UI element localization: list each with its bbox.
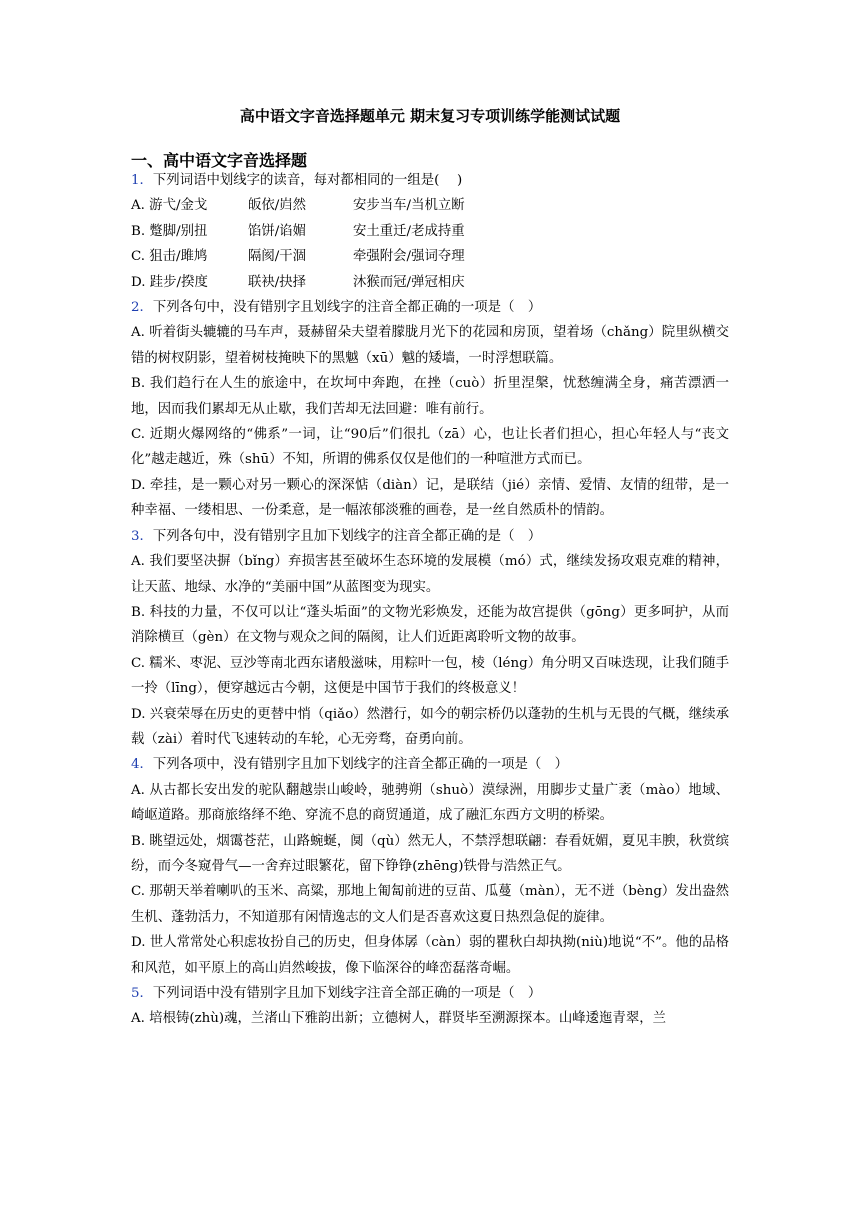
question-3-option-d: D. 兴衰荣辱在历史的更替中悄（qiǎo）然潜行，如今的朝宗桥仍以蓬勃的生机与无畏的气概，继续承载（zài）着时代飞速转动的车轮，心无旁骛，奋勇向前。: [131, 706, 729, 747]
option-c-col2: 隔阂/干涸: [248, 249, 307, 265]
question-3-option-b: B. 科技的力量，不仅可以让“蓬头垢面”的文物光彩焕发，还能为故宫提供（gōng）更多呵护，从而消除横亘（gèn）在文物与观众之间的隔阂，让人们近距离聆听文物的故事。: [131, 604, 729, 646]
option-a-col2: 皈依/岿然: [248, 198, 307, 214]
question-2-number: 2．: [131, 300, 153, 316]
question-4-option-a: A. 从古都长安出发的驼队翻越崇山峻岭，驰骋朔（shuò）漠绿洲，用脚步丈量广袤（mào）地域、崎岖道路。那商旅络绎不绝、穿流不息的商贸通道，成了融汇东西方文明的桥梁。: [131, 782, 729, 824]
option-d-col3: 沐猴而冠/弹冠相庆: [353, 274, 465, 290]
question-2-text: 下列各句中，没有错别字且划线字的注音全都正确的一项是（ ）: [152, 300, 542, 316]
question-3-option-a: A. 我们要坚决摒（bǐng）弃损害甚至破坏生态环境的发展模（mó）式，继续发扬攻艰克难的精神，让天蓝、地绿、水净的“美丽中国”从蓝图变为现实。: [131, 554, 729, 595]
option-b-col3: 安土重迁/老成持重: [353, 223, 465, 239]
question-5-stem: [131, 981, 729, 1006]
question-2-option-d: D. 牵挂，是一颗心对另一颗心的深深惦（diàn）记，是联结（jié）亲情、爱情、友情的纽带，是一种幸福、一缕相思、一份柔意，是一幅浓郁淡雅的画卷，是一丝自然质朴的情韵。: [131, 477, 729, 519]
question-2-option-b: B. 我们趋行在人生的旅途中，在坎坷中奔跑，在挫（cuò）折里涅槃，忧愁缠满全身，痛苦漂洒一地，因而我们累却无从止歇，我们苦却无法回避：唯有前行。: [131, 376, 729, 417]
question-4-option-b: B. 眺望远处，烟霭苍茫，山路蜿蜒，阒（qù）然无人，不禁浮想联翩：春看妩媚，夏见丰腴，秋赏缤纷，而今冬窥骨气—一舍弃过眼繁花，留下铮铮(zhēng)铁骨与浩然正气。: [131, 833, 729, 874]
question-1-number: 1．: [131, 173, 153, 188]
question-3-text: 下列各句中，没有错别字且加下划线字的注音全都正确的是（ ）: [152, 528, 542, 544]
option-b-col2: 馅饼/谄媚: [248, 223, 307, 239]
question-4-stem: [131, 752, 729, 777]
option-d-col2: 联袂/抉择: [248, 274, 307, 290]
question-4-option-d: D. 世人常常处心积虑妆扮自己的历史，但身体孱（càn）弱的瞿秋白却执拗(niù)地说“不”。他的品格和风范，如平原上的高山岿然峻拔，像下临深谷的峰峦磊落奇崛。: [131, 935, 729, 976]
question-4-text: 下列各项中，没有错别字且加下划线字的注音全都正确的一项是（ ）: [152, 757, 569, 773]
question-2-option-a: A. 听着街头辘辘的马车声，聂赫留朵夫望着朦胧月光下的花园和房顶，望着场（chǎng）院里纵横交错的树杈阴影，望着树枝掩映下的黑魆（xū）魆的矮墙，一时浮想联篇。: [131, 325, 729, 366]
section-heading: 一、高中语文字音选择题: [131, 151, 308, 170]
option-c-col3: 牵强附会/强词夺理: [353, 249, 465, 265]
question-list: [131, 168, 729, 1032]
question-1-option-c: [131, 244, 729, 269]
question-3-option-c: C. 糯米、枣泥、豆沙等南北西东诸般滋味，用粽叶一包，棱（léng）角分明又百味迭现，让我们随手一拎（līng），便穿越远古今朝，这便是中国节于我们的终极意义！: [131, 655, 729, 697]
question-4-number: 4．: [131, 757, 153, 773]
question-3-stem: [131, 524, 729, 549]
question-5-option-a: A. 培根铸(zhù)魂，兰渚山下雅韵出新；立德树人，群贤毕至溯源探本。山峰逶迤青翠，兰: [131, 1011, 666, 1027]
option-a-col1: A. 游弋/金戈: [131, 198, 208, 214]
option-a-col3: 安步当车/当机立断: [353, 198, 465, 214]
option-b-col1: B. 蹩脚/别扭: [131, 223, 208, 239]
question-1-option-d: [131, 270, 729, 295]
option-d-col1: D. 跬步/揆度: [131, 274, 208, 290]
question-4-option-c: C. 那朝天举着喇叭的玉米、高粱，那地上匍匐前进的豆苗、瓜蔓（màn），无不迸（bèng）发出盎然生机、蓬勃活力，不知道那有闲情逸志的文人们是否喜欢这夏日热烈急促的旋律。: [131, 884, 729, 925]
question-2-stem: [131, 295, 729, 320]
question-2-option-c: C. 近期火爆网络的“佛系”一词，让“90后”们很扎（zā）心，也让长者们担心，担心年轻人与“丧文化”越走越近，殊（shū）不知，所谓的佛系仅仅是他们的一种喧泄方式而已。: [131, 427, 729, 468]
question-5-number: 5．: [131, 986, 153, 1001]
question-3-number: 3．: [131, 528, 153, 544]
question-1-option-b: [131, 219, 729, 244]
option-c-col1: C. 狙击/雎鸠: [131, 249, 208, 265]
question-5-text: 下列词语中没有错别字且加下划线字注音全部正确的一项是（ ）: [152, 986, 542, 1001]
page-title: 高中语文字音选择题单元 期末复习专项训练学能测试试题: [239, 107, 621, 125]
question-1-text: 下列词语中划线字的读音，每对都相同的一组是( ): [152, 173, 463, 188]
question-1-stem: [131, 168, 729, 193]
question-1-option-a: [131, 193, 729, 218]
